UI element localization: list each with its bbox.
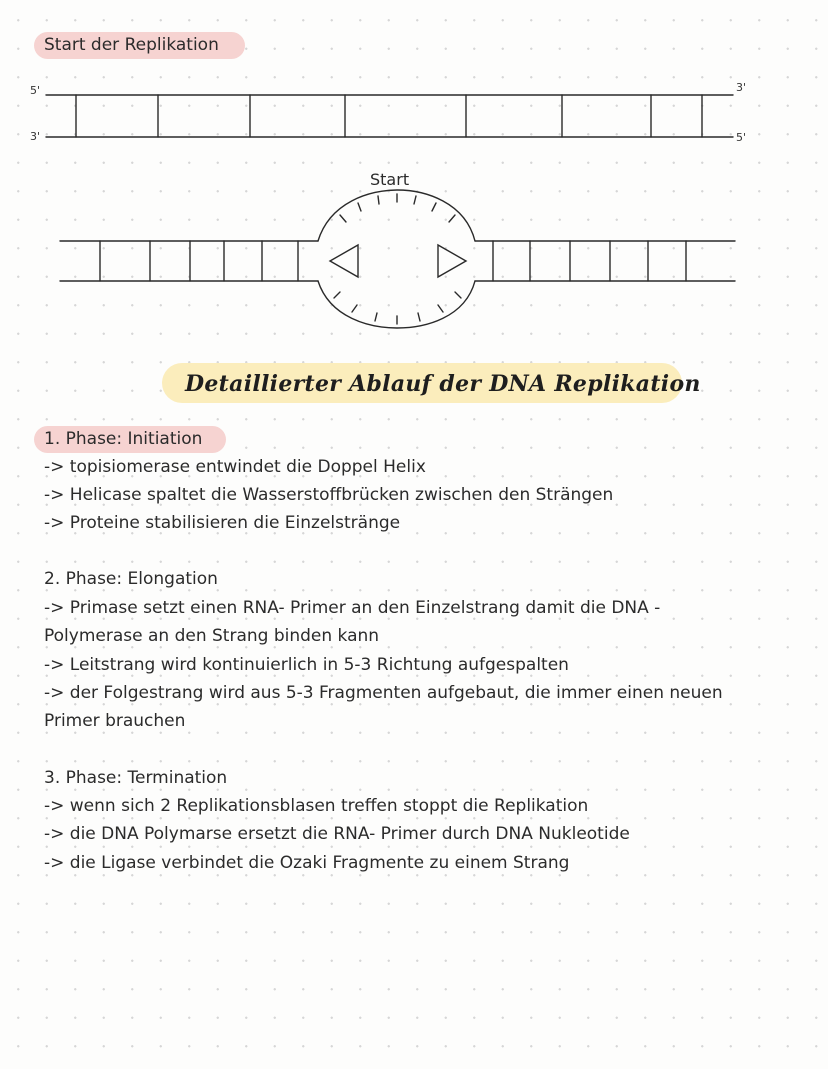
bubble-tick xyxy=(378,196,379,204)
strand-label-top-left: 5' xyxy=(30,84,41,97)
phase-1-line: -> topisiomerase entwindet die Doppel Helix xyxy=(44,457,426,477)
bubble-tick xyxy=(418,313,420,321)
phase-2-line: -> Primase setzt einen RNA- Primer an den Einzelstrang damit die DNA - xyxy=(44,598,661,618)
phase-2-title: 2. Phase: Elongation xyxy=(44,569,218,589)
strand-label-bottom-left: 3' xyxy=(30,130,41,143)
phase-3-line: -> die DNA Polymarse ersetzt die RNA- Primer durch DNA Nukleotide xyxy=(44,824,630,844)
strand-label-bottom-right: 5' xyxy=(736,131,747,144)
phase-3-line: -> wenn sich 2 Replikationsblasen treffen stoppt die Replikation xyxy=(44,796,589,816)
page-title: Start der Replikation xyxy=(44,35,219,55)
bubble-tick xyxy=(438,305,443,312)
replication-bubble-diagram xyxy=(0,180,828,340)
bubble-tick xyxy=(449,215,455,222)
bubble-tick xyxy=(352,305,357,312)
bubble-tick xyxy=(358,203,361,211)
phase-1-line: -> Proteine stabilisieren die Einzelstränge xyxy=(44,513,401,533)
phase-3-line: -> die Ligase verbindet die Ozaki Fragmente zu einem Strang xyxy=(44,853,570,873)
strand-label-top-right: 3' xyxy=(736,81,747,94)
bubble-tick xyxy=(340,215,346,222)
bubble-tick xyxy=(375,313,377,321)
phase-2-line: Primer brauchen xyxy=(44,711,186,731)
bubble-tick xyxy=(432,203,436,211)
replication-direction-right-icon xyxy=(438,245,466,277)
replication-direction-left-icon xyxy=(330,245,358,277)
bubble-tick xyxy=(455,292,461,298)
bubble-tick xyxy=(414,196,416,204)
phase-2-line: -> der Folgestrang wird aus 5-3 Fragmenten aufgebaut, die immer einen neuen xyxy=(44,683,723,703)
phase-2-line: -> Leitstrang wird kontinuierlich in 5-3 Richtung aufgespalten xyxy=(44,655,569,675)
dna-strand-diagram xyxy=(0,0,828,160)
phase-2-line: Polymerase an den Strang binden kann xyxy=(44,626,380,646)
section-title: Detaillierter Ablauf der DNA Replikation xyxy=(185,371,701,397)
phase-1-line: -> Helicase spaltet die Wasserstoffbrücken zwischen den Strängen xyxy=(44,485,614,505)
phase-1-title: 1. Phase: Initiation xyxy=(44,429,203,449)
bubble-start-label: Start xyxy=(370,170,410,189)
phase-3-title: 3. Phase: Termination xyxy=(44,768,228,788)
bubble-tick xyxy=(334,292,340,298)
